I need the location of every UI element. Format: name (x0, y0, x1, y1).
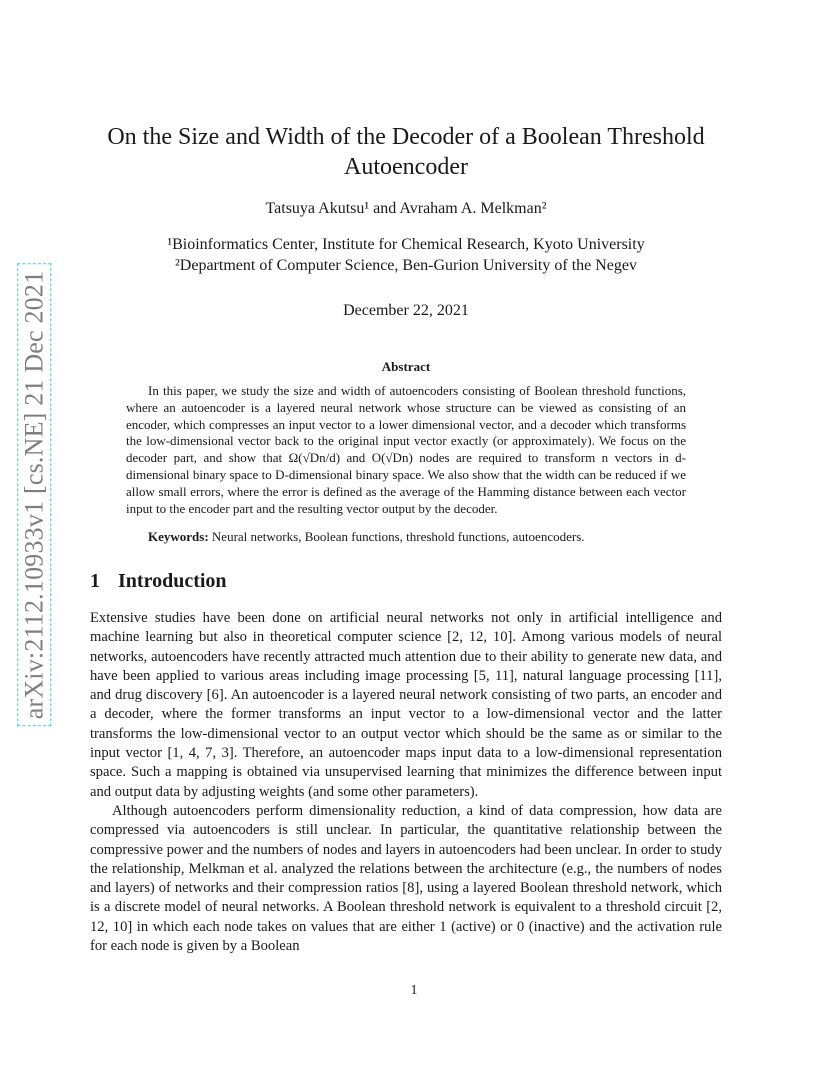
section-heading (90, 570, 227, 593)
keywords (148, 529, 688, 545)
paper-date: December 22, 2021 (343, 302, 469, 319)
affiliation-2: ²Department of Computer Science, Ben-Gurion University of the Negev (175, 257, 637, 274)
paper-authors: Tatsuya Akutsu¹ and Avraham A. Melkman² (265, 200, 547, 217)
arxiv-identifier[interactable]: arXiv:2112.10933v1 [cs.NE] 21 Dec 2021 (17, 264, 51, 727)
paper-title: On the Size and Width of the Decoder of a Boolean Threshold Autoencoder (107, 124, 705, 180)
section-number: 1 (90, 570, 100, 592)
abstract-heading: Abstract (381, 359, 431, 374)
keywords-label: Keywords: (148, 529, 209, 544)
arxiv-sidebar (14, 250, 54, 740)
paragraph-1: Extensive studies have been done on artificial neural networks not only in artificial intelligence and machine learning but also in theoretical computer science [2, 12, 10]. Among various models of neural networks, autoencoders have recently attracted much attention due to their ability to generate new data, and have been applied to various areas including image processing [5, 11], natural language processing [11], and drug discovery [6]. An autoencoder is a layered neural network consisting of two parts, an encoder and a decoder, where the former transforms an input vector to a low-dimensional vector and the latter transforms the low-dimensional vector to an output vector which should be the same as or similar to the input vector [1, 4, 7, 3]. Therefore, an autoencoder maps input data to a low-dimensional representation space. Such a mapping is obtained via unsupervised learning that minimizes the difference between input and output data by adjusting weights (and some other parameters). (90, 610, 722, 800)
body-text (90, 609, 722, 956)
page-number: 1 (410, 983, 418, 998)
keywords-list: Neural networks, Boolean functions, threshold functions, autoencoders. (211, 529, 585, 544)
abstract-text: In this paper, we study the size and width of autoencoders consisting of Boolean threshold functions, where an autoencoder is a layered neural network whose structure can be viewed as consisting of an encoder, which compresses an input vector to a lower dimensional vector, and a decoder which transforms the low-dimensional vector back to the original input vector exactly (or approximately). We focus on the decoder part, and show that Ω(√Dn/d) and O(√Dn) nodes are required to transform n vectors in d-dimensional binary space to D-dimensional binary space. We also show that the width can be reduced if we allow small errors, where the error is defined as the average of the Hamming distance between each vector input to the encoder part and the resulting vector output by the decoder. (126, 383, 686, 516)
section-title: Introduction (118, 570, 227, 592)
affiliations (90, 234, 722, 276)
affiliation-1: ¹Bioinformatics Center, Institute for Chemical Research, Kyoto University (167, 236, 645, 253)
paragraph-2: Although autoencoders perform dimensionality reduction, a kind of data compression, how data are compressed via autoencoders is still unclear. In particular, the quantitative relationship between the compressive power and the numbers of nodes and layers in autoencoders had been unclear. In order to study the relationship, Melkman et al. analyzed the relations between the architecture (e.g., the numbers of nodes and layers) of networks and their compression ratios [8], using a layered Boolean threshold network, which is a discrete model of neural networks. A Boolean threshold network is equivalent to a threshold circuit [2, 12, 10] in which each node takes on values that are either 1 (active) or 0 (inactive) and the activation rule for each node is given by a Boolean (90, 802, 722, 955)
